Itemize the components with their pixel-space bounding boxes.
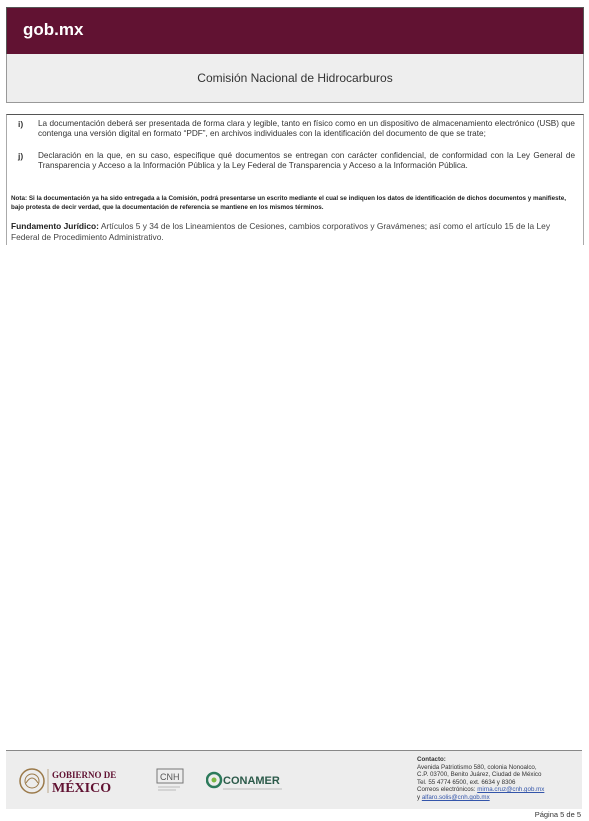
legal-basis-text: Artículos 5 y 34 de los Lineamientos de Cesiones, cambios corporativos y Gravámenes; así como el artículo 15 de la Ley Federal de Procedimiento Administrativo.	[11, 221, 551, 242]
contact-line: Tel. 55 4774 6500, ext. 6634 y 8306	[417, 778, 516, 786]
email-label: Correos electrónicos:	[417, 786, 476, 794]
contact-title: Contacto:	[417, 756, 446, 763]
item-letter: i)	[18, 119, 24, 129]
header-bar	[6, 7, 584, 55]
email-link[interactable]: mirna.cruz@cnh.gob.mx	[477, 786, 545, 794]
cnh-text: CNH	[160, 772, 180, 782]
item-letter: j)	[18, 151, 24, 161]
contact-info	[417, 756, 582, 802]
contact-line: Avenida Patriotismo 580, colonia Nonoalco,	[417, 763, 537, 771]
legal-basis	[11, 221, 577, 243]
note-text: Nota: Si la documentación ya ha sido entregada a la Comisión, podrá presentarse un escrito mediante el cual se indiquen los datos de identificación de dichos documentos y manifieste, bajo protesta de decir verdad, que la documentación de referencia se mantiene en los mismos términos.	[11, 195, 566, 211]
conamer-text: CONAMER	[223, 775, 280, 787]
cnh-logo	[156, 768, 186, 794]
footer	[6, 750, 582, 809]
legal-basis-label: Fundamento Jurídico:	[11, 221, 99, 231]
item-text: La documentación deberá ser presentada de forma clara y legible, tanto en físico como en un dispositivo de almacenamiento electrónico (USB) que contenga una versión digital en formato “PDF”, en archivos individuales con la identificación del documento de que se trate;	[38, 119, 575, 139]
institution-name: Comisión Nacional de Hidrocarburos	[197, 71, 393, 85]
email-link[interactable]: alfaro.solis@cnh.gob.mx	[421, 793, 490, 801]
gobierno-de-mexico-logo	[18, 765, 128, 797]
eagle-emblem-icon	[18, 765, 128, 797]
email-line	[417, 786, 582, 794]
email-separator: y	[417, 793, 421, 801]
document-content	[6, 114, 584, 245]
conamer-logo	[206, 771, 286, 793]
gob-mx-logo[interactable]: gob.mx	[23, 20, 84, 39]
email-line	[417, 794, 582, 802]
item-text: Declaración en la que, en su caso, especifique qué documentos se entregan con carácter confidencial, de conformidad con la Ley General de Transparencia y Acceso a la Información Pública y la Ley Federal de Transparencia y Acceso a la Información Pública.	[38, 151, 575, 171]
gob-line2: MÉXICO	[52, 781, 112, 796]
page-title	[6, 54, 584, 103]
contact-line: C.P. 03700, Benito Juárez, Ciudad de México	[417, 771, 542, 779]
gob-line1: GOBIERNO DE	[52, 770, 117, 780]
page-number: Página 5 de 5	[534, 810, 581, 819]
